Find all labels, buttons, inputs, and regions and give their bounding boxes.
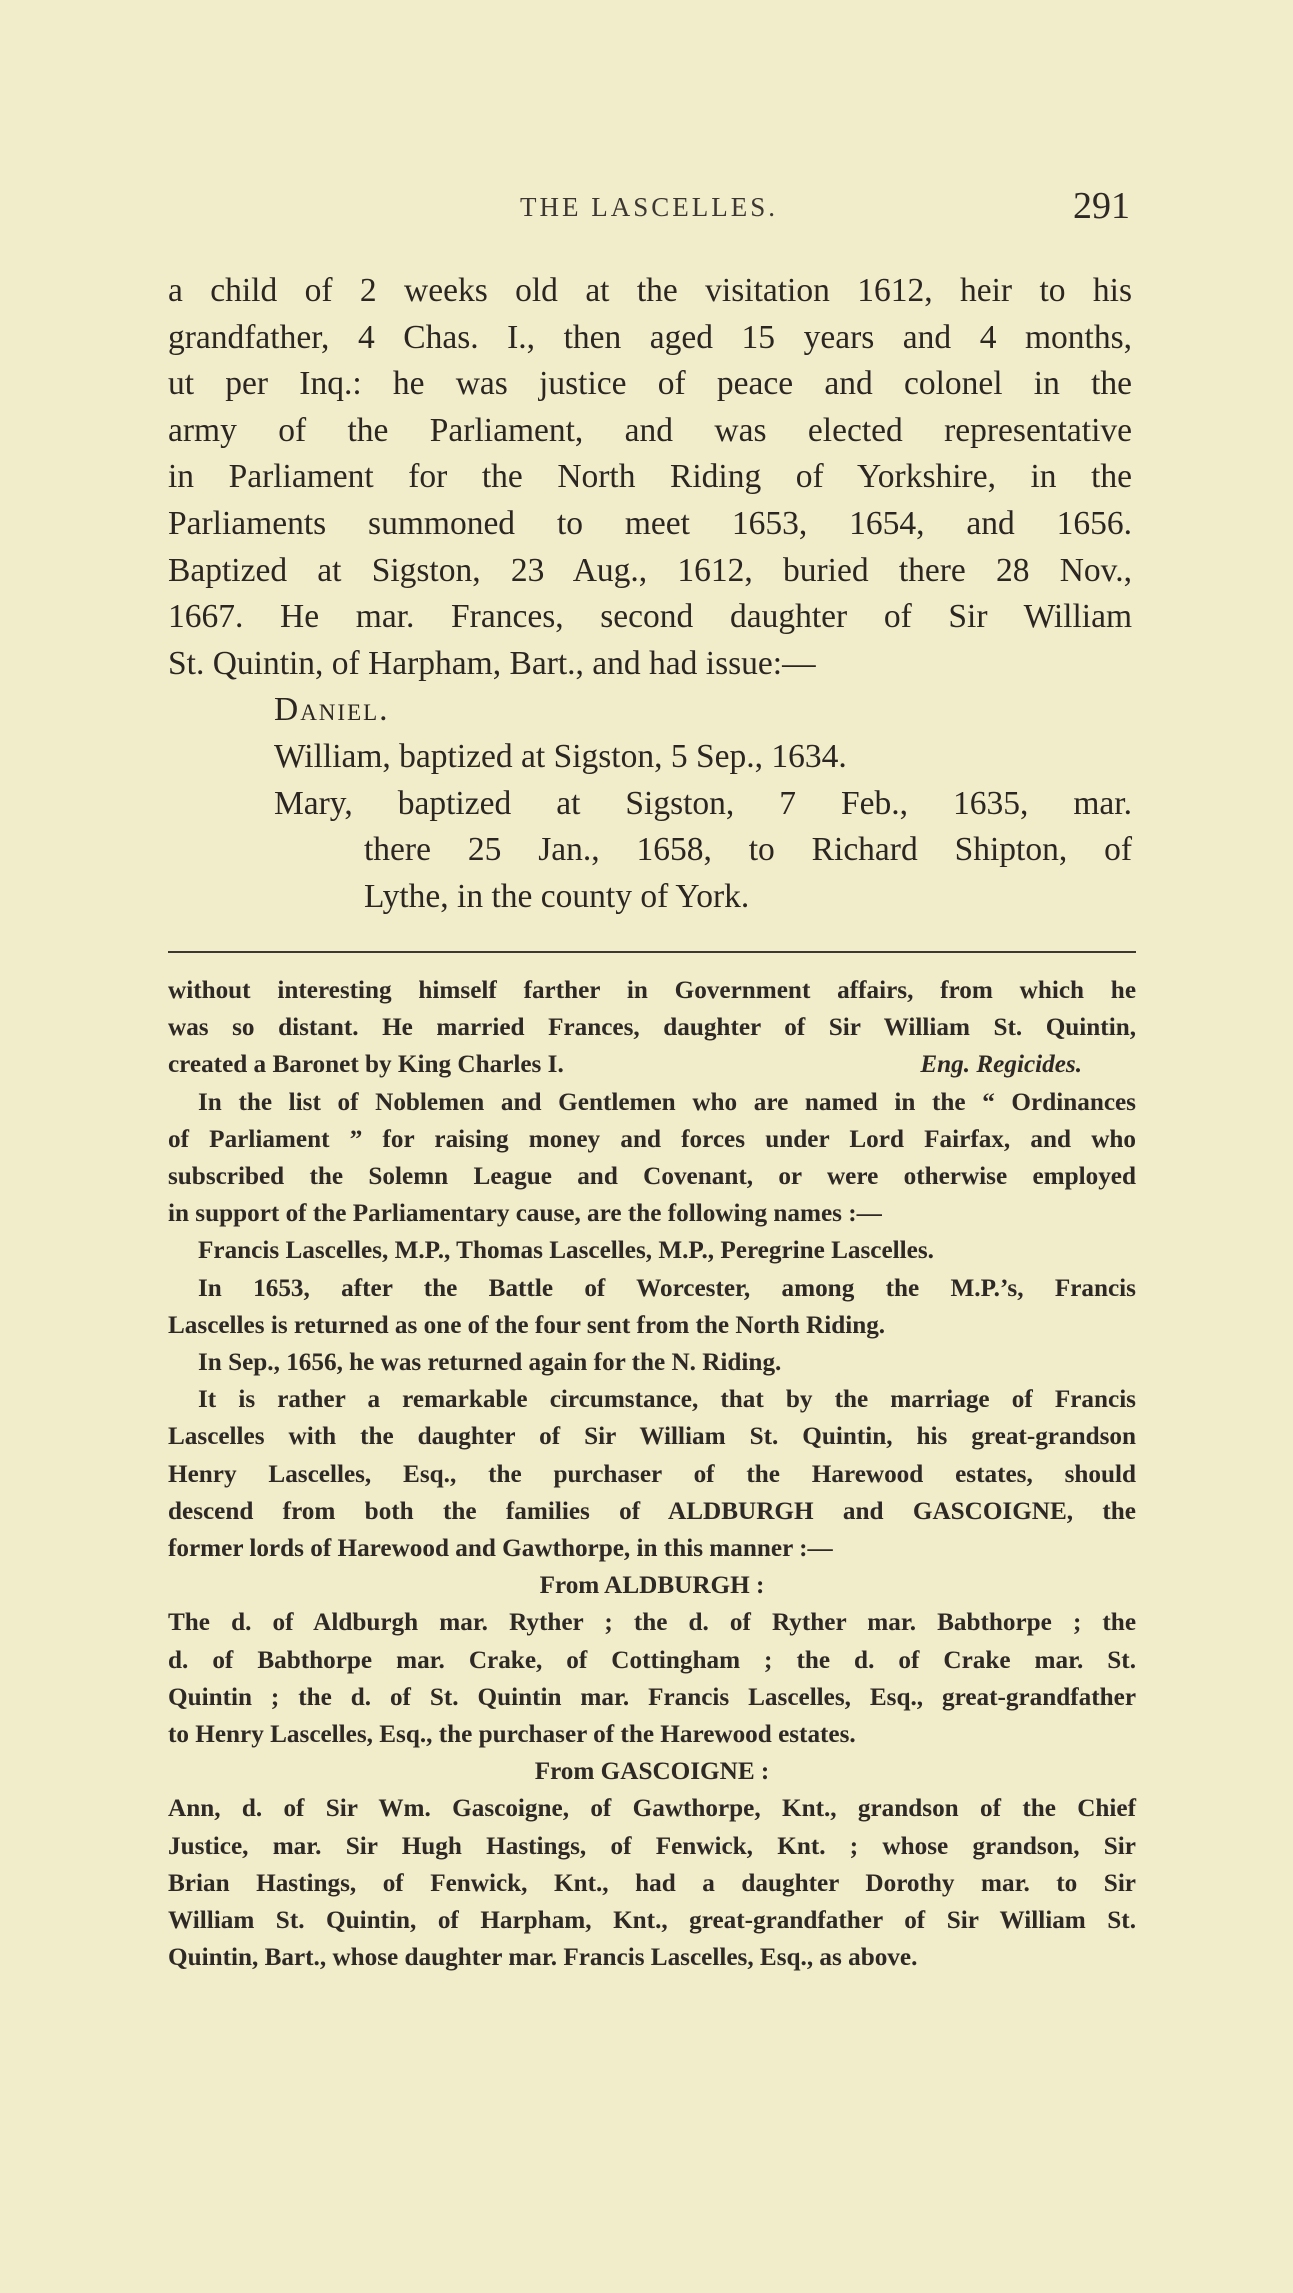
section-heading-gascoigne: From GASCOIGNE : <box>534 1758 770 1786</box>
footnote-line: Ann, d. of Sir Wm. Gascoigne, of Gawthorpe, Knt., grandson of the Chief <box>168 1795 1136 1823</box>
footnote-line: Quintin ; the d. of St. Quintin mar. Francis Lascelles, Esq., great-grandfather <box>168 1683 1136 1711</box>
main-text-line: army of the Parliament, and was elected representative <box>168 411 1132 449</box>
main-text-line: St. Quintin, of Harpham, Bart., and had issue:— <box>168 644 816 682</box>
footnote-line: to Henry Lascelles, Esq., the purchaser of the Harewood estates. <box>168 1721 856 1749</box>
main-text-line: a child of 2 weeks old at the visitation 1612, heir to his <box>168 272 1132 309</box>
main-text-line: grandfather, 4 Chas. I., then aged 15 years and 4 months, <box>168 318 1132 356</box>
main-text-line: Parliaments summoned to meet 1653, 1654, and 1656. <box>168 504 1132 542</box>
citation: Eng. Regicides. <box>920 1051 1082 1079</box>
footnote-line: descend from both the families of ALDBURGH and GASCOIGNE, the <box>168 1497 1136 1525</box>
main-text <box>168 268 1132 920</box>
footnote-line-with-citation <box>168 1046 1136 1083</box>
footnote-rule <box>168 951 1136 953</box>
main-text-line: in Parliament for the North Riding of Yorkshire, in the <box>168 458 1132 496</box>
footnote-line: created a Baronet by King Charles I. <box>168 1051 564 1079</box>
footnote-line: It is rather a remarkable circumstance, that by the marriage of Francis <box>198 1386 1136 1414</box>
footnote-line: Quintin, Bart., whose daughter mar. Francis Lascelles, Esq., as above. <box>168 1944 918 1972</box>
main-text-line: ut per Inq.: he was justice of peace and colonel in the <box>168 365 1132 403</box>
issue-william: William, baptized at Sigston, 5 Sep., 1634. <box>274 737 847 775</box>
footnote-line: in support of the Parliamentary cause, are the following names :— <box>168 1200 882 1228</box>
footnote-line: In 1653, after the Battle of Worcester, among the M.P.’s, Francis <box>198 1274 1136 1302</box>
running-head: THE LASCELLES. <box>520 192 778 222</box>
issue-mary-continued: there 25 Jan., 1658, to Richard Shipton, of <box>364 831 1132 869</box>
footnote-line: Lascelles with the daughter of Sir William St. Quintin, his great-grandson <box>168 1423 1136 1451</box>
footnote-line: The d. of Aldburgh mar. Ryther ; the d. of Ryther mar. Babthorpe ; the <box>168 1609 1136 1637</box>
footnotes <box>168 972 1136 1976</box>
issue-mary: Mary, baptized at Sigston, 7 Feb., 1635, mar. <box>274 784 1132 822</box>
issue-list <box>168 687 1132 920</box>
footnote-line: In the list of Noblemen and Gentlemen who are named in the “ Ordinances <box>198 1088 1136 1116</box>
page-number: 291 <box>1073 185 1130 227</box>
page-header <box>168 185 1130 228</box>
footnote-line: In Sep., 1656, he was returned again for the N. Riding. <box>198 1349 782 1377</box>
section-heading-aldburgh: From ALDBURGH : <box>539 1572 765 1600</box>
footnote-line: Justice, mar. Sir Hugh Hastings, of Fenwick, Knt. ; whose grandson, Sir <box>168 1832 1136 1860</box>
footnote-line: Francis Lascelles, M.P., Thomas Lascelles, M.P., Peregrine Lascelles. <box>198 1237 934 1265</box>
main-text-line: Baptized at Sigston, 23 Aug., 1612, buried there 28 Nov., <box>168 551 1132 589</box>
footnote-line: Henry Lascelles, Esq., the purchaser of the Harewood estates, should <box>168 1460 1136 1488</box>
footnote-line: Brian Hastings, of Fenwick, Knt., had a daughter Dorothy mar. to Sir <box>168 1869 1136 1897</box>
issue-mary-continued: Lythe, in the county of York. <box>364 877 750 915</box>
footnote-line: William St. Quintin, of Harpham, Knt., great-grandfather of Sir William St. <box>168 1907 1136 1935</box>
main-text-line: 1667. He mar. Frances, second daughter of Sir William <box>168 598 1132 636</box>
footnote-line: was so distant. He married Frances, daughter of Sir William St. Quintin, <box>168 1014 1136 1042</box>
footnote-line: d. of Babthorpe mar. Crake, of Cottingham ; the d. of Crake mar. St. <box>168 1646 1136 1674</box>
issue-daniel: Daniel. <box>274 691 390 729</box>
footnote-line: without interesting himself farther in Government affairs, from which he <box>168 977 1136 1004</box>
footnote-line: former lords of Harewood and Gawthorpe, in this manner :— <box>168 1535 833 1563</box>
footnote-line: of Parliament ” for raising money and forces under Lord Fairfax, and who <box>168 1125 1136 1153</box>
footnote-line: subscribed the Solemn League and Covenant, or were otherwise employed <box>168 1163 1136 1191</box>
footnote-line: Lascelles is returned as one of the four sent from the North Riding. <box>168 1311 886 1339</box>
